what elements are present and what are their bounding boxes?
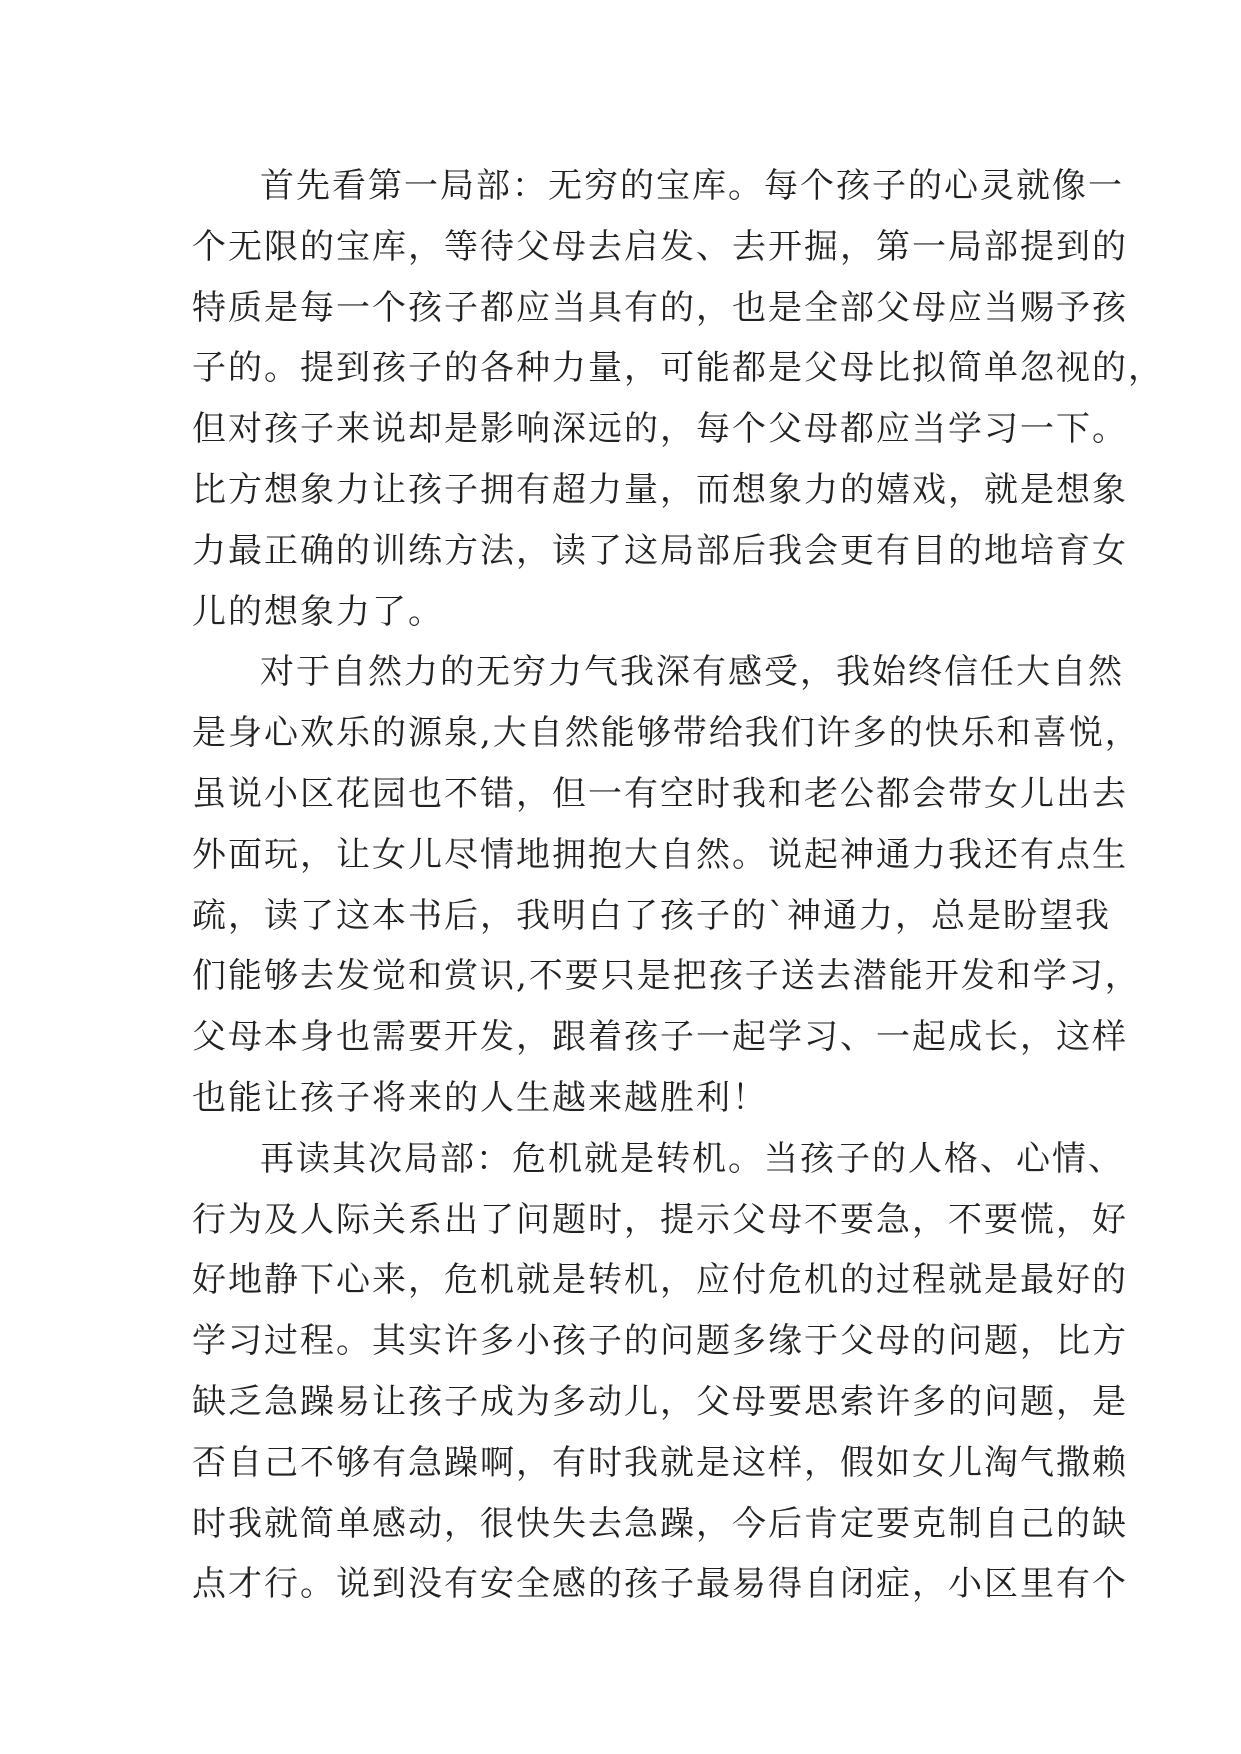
paragraph-1 xyxy=(192,156,1164,642)
text-line: 子的。提到孩子的各种力量，可能都是父母比拟简单忽视的， xyxy=(192,348,1164,389)
text-line: 但对孩子来说却是影响深远的，每个父母都应当学习一下。 xyxy=(192,409,1128,450)
text-line: 力最正确的训练方法，读了这局部后我会更有目的地培育女 xyxy=(192,530,1128,571)
text-line: 比方想象力让孩子拥有超力量，而想象力的嬉戏，就是想象 xyxy=(192,469,1128,510)
text-line: 也能让孩子将来的人生越来越胜利！ xyxy=(192,1077,768,1118)
text-line: 个无限的宝库，等待父母去启发、去开掘，第一局部提到的 xyxy=(192,226,1128,267)
text-line: 是身心欢乐的源泉,大自然能够带给我们许多的快乐和喜悦， xyxy=(192,713,1141,754)
text-line: 首先看第一局部：无穷的宝库。每个孩子的心灵就像一 xyxy=(260,166,1124,206)
text-line: 时我就简单感动，很快失去急躁，今后肯定要克制自己的缺 xyxy=(192,1503,1128,1544)
paragraph-2 xyxy=(192,642,1141,1128)
text-line: 虽说小区花园也不错，但一有空时我和老公都会带女儿出去 xyxy=(192,773,1128,814)
text-line: 再读其次局部：危机就是转机。当孩子的人格、心情、 xyxy=(260,1138,1124,1179)
text-line: 否自己不够有急躁啊，有时我就是这样，假如女儿淘气撒赖 xyxy=(192,1442,1128,1483)
text-line: 点才行。说到没有安全感的孩子最易得自闭症，小区里有个 xyxy=(192,1564,1128,1605)
text-line: 特质是每一个孩子都应当具有的，也是全部父母应当赐予孩 xyxy=(192,287,1128,328)
text-line: 们能够去发觉和赏识,不要只是把孩子送去潜能开发和学习， xyxy=(192,956,1141,997)
text-line: 父母本身也需要开发，跟着孩子一起学习、一起成长，这样 xyxy=(192,1017,1128,1058)
paragraph-3 xyxy=(192,1129,1128,1615)
text-line: 缺乏急躁易让孩子成为多动儿，父母要思索许多的问题，是 xyxy=(192,1381,1128,1422)
text-line: 外面玩，让女儿尽情地拥抱大自然。说起神通力我还有点生 xyxy=(192,834,1128,875)
body-text xyxy=(192,156,1164,1615)
text-line: 疏，读了这本书后，我明白了孩子的`神通力，总是盼望我 xyxy=(192,895,1111,936)
text-line: 对于自然力的无穷力气我深有感受，我始终信任大自然 xyxy=(260,652,1124,693)
text-line: 行为及人际关系出了问题时，提示父母不要急，不要慌，好 xyxy=(192,1199,1128,1240)
text-line: 儿的想象力了。 xyxy=(192,591,444,632)
text-line: 好地静下心来，危机就是转机，应付危机的过程就是最好的 xyxy=(192,1260,1128,1301)
text-line: 学习过程。其实许多小孩子的问题多缘于父母的问题，比方 xyxy=(192,1321,1128,1362)
